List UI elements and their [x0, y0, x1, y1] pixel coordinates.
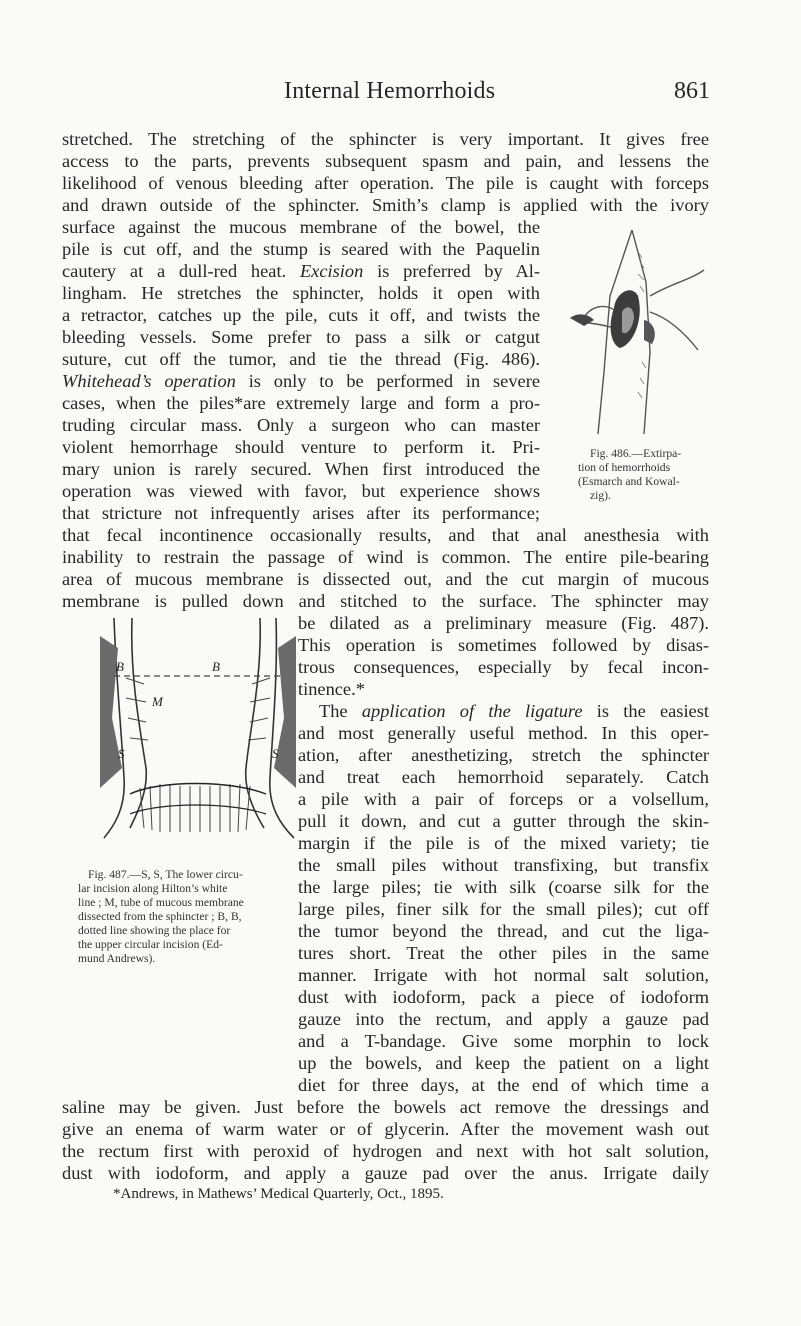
text-line: surface against the mucous membrane of the bowel, the	[62, 217, 540, 237]
text-line: cautery at a dull-red heat. Excision is preferred by Al-	[62, 261, 540, 281]
figure-487-caption: mund Andrews).	[78, 952, 156, 965]
text-line: pull it down, and cut a gutter through the skin-	[298, 811, 709, 831]
text-line: suture, cut off the tumor, and tie the thread (Fig. 486).	[62, 349, 540, 369]
text-line: access to the parts, prevents subsequent spasm and pain, and lessens the	[62, 151, 709, 171]
figure-487-caption: line ; M, tube of mucous membrane	[78, 896, 244, 909]
text-line: saline may be given. Just before the bowels act remove the dressings and	[62, 1097, 709, 1117]
figure-487-caption: the upper circular incision (Ed-	[78, 938, 223, 951]
text-line: inability to restrain the passage of wind is common. The entire pile-bearing	[62, 547, 709, 567]
text-line: dust with iodoform, and apply a gauze pad over the anus. Irrigate daily	[62, 1163, 709, 1183]
text-line: the rectum first with peroxid of hydrogen and next with hot salt solution,	[62, 1141, 709, 1161]
text-line: cases, when the piles*are extremely large and form a pro-	[62, 393, 540, 413]
figure-487-caption: lar incision along Hilton’s white	[78, 882, 228, 895]
text-line: Whitehead’s operation is only to be performed in severe	[62, 371, 540, 391]
figure-487-illustration	[100, 618, 296, 840]
figure-487-caption: Fig. 487.—S, S, The lower circu-	[88, 868, 243, 881]
figure-486-illustration	[558, 222, 708, 446]
figure-487-caption: dotted line showing the place for	[78, 924, 231, 937]
running-header	[60, 78, 710, 108]
text-line: bleeding vessels. Some prefer to pass a silk or catgut	[62, 327, 540, 347]
figure-486-caption: Fig. 486.—Extirpa-	[590, 447, 682, 460]
page-number: 861	[674, 78, 710, 104]
text-line: stretched. The stretching of the sphincter is very important. It gives free	[62, 129, 709, 149]
text-line: area of mucous membrane is dissected out, and the cut margin of mucous	[62, 569, 709, 589]
text-line: and treat each hemorrhoid separately. Catch	[298, 767, 709, 787]
text-line: The application of the ligature is the easiest	[319, 701, 709, 721]
label-b-right: B	[212, 659, 220, 674]
label-s-left: S	[118, 746, 125, 761]
page-title: Internal Hemorrhoids	[284, 78, 496, 104]
text-line: gauze into the rectum, and apply a gauze pad	[298, 1009, 709, 1029]
text-line: ation, after anesthetizing, stretch the sphincter	[298, 745, 709, 765]
text-line: violent hemorrhage should venture to perform it. Pri-	[62, 437, 540, 457]
text-line: a retractor, catches up the pile, cuts it off, and twists the	[62, 305, 540, 325]
text-line: truding circular mass. Only a surgeon who can master	[62, 415, 540, 435]
text-line: that fecal incontinence occasionally results, and that anal anesthesia with	[62, 525, 709, 545]
text-line: that stricture not infrequently arises after its performance;	[62, 503, 540, 523]
text-line: and most generally useful method. In this oper-	[298, 723, 709, 743]
figure-486-caption: tion of hemorrhoids	[578, 461, 671, 474]
text-line: pile is cut off, and the stump is seared with the Paquelin	[62, 239, 540, 259]
text-line: operation was viewed with favor, but experience shows	[62, 481, 540, 501]
text-line: and a T-bandage. Give some morphin to lock	[298, 1031, 709, 1051]
footnote: *Andrews, in Mathews’ Medical Quarterly, Oct., 1895.	[113, 1186, 444, 1202]
label-s-right: S	[272, 746, 279, 761]
text-line: large piles, finer silk for the small piles); cut off	[298, 899, 709, 919]
text-line: diet for three days, at the end of which time a	[298, 1075, 709, 1095]
text-line: the large piles; tie with silk (coarse silk for the	[298, 877, 709, 897]
text-line: and drawn outside of the sphincter. Smith’s clamp is applied with the ivory	[62, 195, 709, 215]
text-line: the small piles without transfixing, but transfix	[298, 855, 709, 875]
figure-486-caption: (Esmarch and Kowal-	[578, 475, 680, 488]
text-line: mary union is rarely secured. When first introduced the	[62, 459, 540, 479]
label-b-left: B	[116, 659, 124, 674]
text-line: tinence.*	[298, 679, 365, 699]
figure-486-caption: zig).	[590, 489, 611, 502]
text-line: dust with iodoform, pack a piece of iodoform	[298, 987, 709, 1007]
figure-487-caption: dissected from the sphincter ; B, B,	[78, 910, 242, 923]
label-m: M	[152, 694, 163, 709]
text-line: up the bowels, and keep the patient on a light	[298, 1053, 709, 1073]
text-line: a pile with a pair of forceps or a volsellum,	[298, 789, 709, 809]
text-line: lingham. He stretches the sphincter, holds it open with	[62, 283, 540, 303]
text-line: This operation is sometimes followed by disas-	[298, 635, 709, 655]
text-line: the tumor beyond the thread, and cut the liga-	[298, 921, 709, 941]
text-line: membrane is pulled down and stitched to the surface. The sphincter may	[62, 591, 709, 611]
text-line: likelihood of venous bleeding after operation. The pile is caught with forceps	[62, 173, 709, 193]
text-line: be dilated as a preliminary measure (Fig. 487).	[298, 613, 709, 633]
text-line: give an enema of warm water or of glycerin. After the movement wash out	[62, 1119, 709, 1139]
text-line: trous consequences, especially by fecal incon-	[298, 657, 709, 677]
text-line: manner. Irrigate with hot normal salt solution,	[298, 965, 709, 985]
text-line: margin if the pile is of the mixed variety; tie	[298, 833, 709, 853]
text-line: tures short. Treat the other piles in the same	[298, 943, 709, 963]
